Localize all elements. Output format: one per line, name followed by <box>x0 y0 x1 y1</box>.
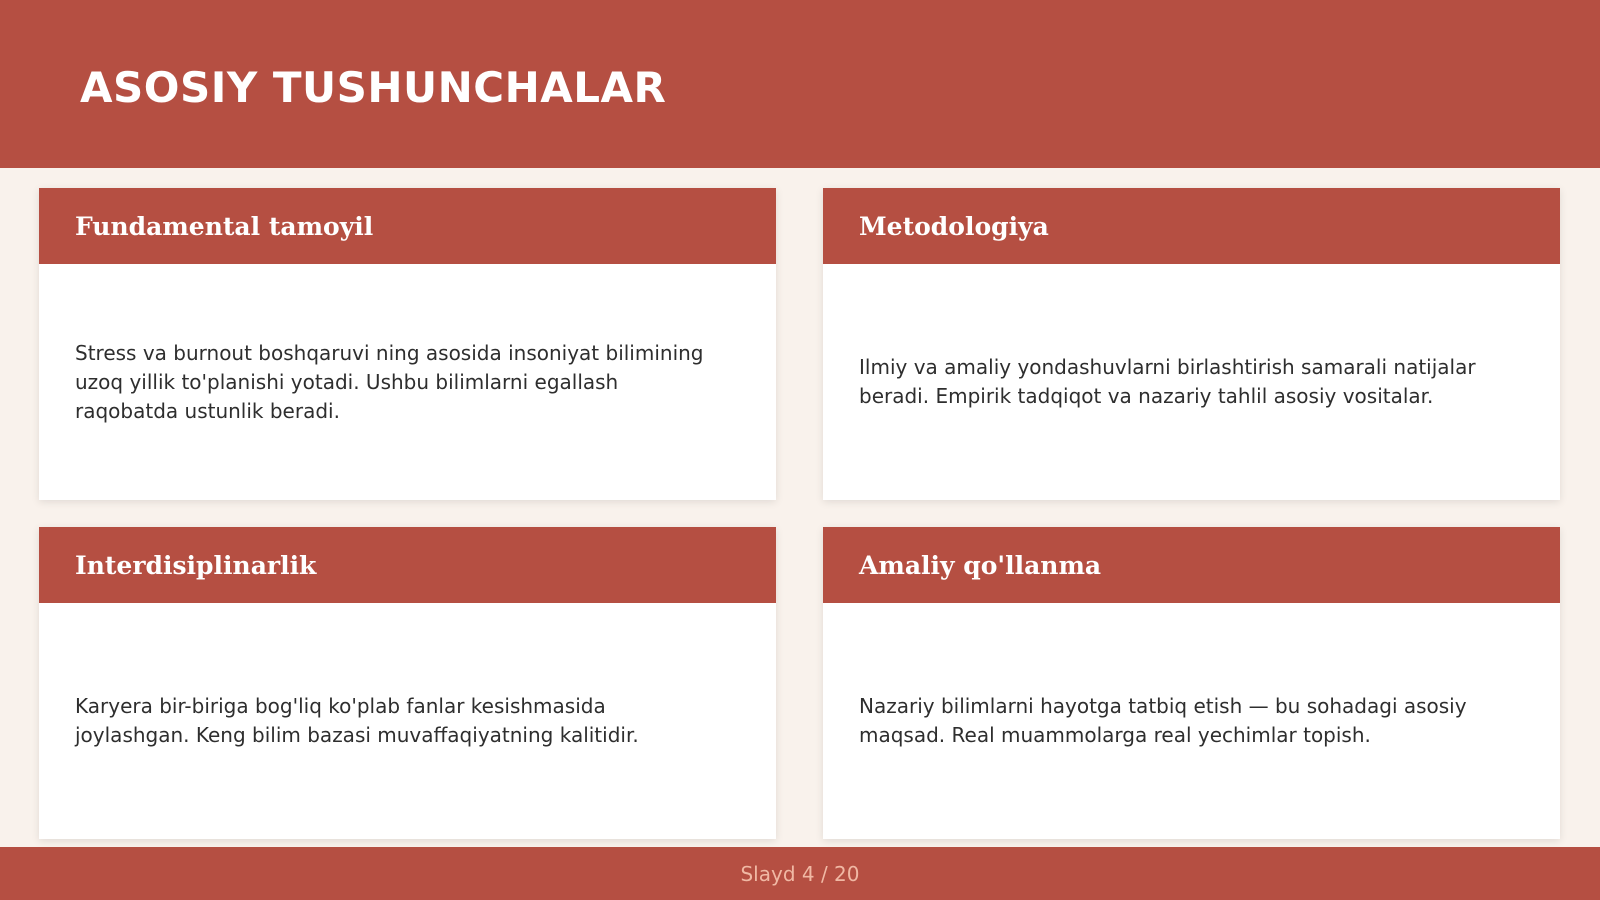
concept-card-practical <box>823 527 1560 839</box>
card-title: Fundamental tamoyil <box>75 211 374 241</box>
card-body <box>823 264 1560 500</box>
concept-card-interdisciplinary <box>39 527 776 839</box>
card-text: Ilmiy va amaliy yondashuvlarni birlashtirish samarali natijalar beradi. Empirik tadqiqot va nazariy tahlil asosiy vositalar. <box>859 355 1476 408</box>
slide-footer <box>0 847 1600 900</box>
card-title: Amaliy qo'llanma <box>859 550 1102 580</box>
card-title: Metodologiya <box>859 211 1049 241</box>
card-text: Nazariy bilimlarni hayotga tatbiq etish — bu sohadagi asosiy maqsad. Real muammolarga real yechimlar topish. <box>859 694 1467 747</box>
concept-card-methodology <box>823 188 1560 500</box>
card-header <box>823 527 1560 603</box>
card-body <box>39 264 776 500</box>
slide-header <box>0 0 1600 168</box>
slide-title: ASOSIY TUSHUNCHALAR <box>80 63 667 112</box>
card-body <box>39 603 776 839</box>
concept-card-fundamental <box>39 188 776 500</box>
card-header <box>39 188 776 264</box>
card-text: Karyera bir-biriga bog'liq ko'plab fanlar kesishmasida joylashgan. Keng bilim bazasi muvaffaqiyatning kalitidir. <box>75 694 639 747</box>
slide-counter: Slayd 4 / 20 <box>740 861 860 886</box>
card-text: Stress va burnout boshqaruvi ning asosida insoniyat bilimining uzoq yillik to'planishi yotadi. Ushbu bilimlarni egallash raqobatda ustunlik beradi. <box>75 340 704 423</box>
card-header <box>823 188 1560 264</box>
card-title: Interdisiplinarlik <box>75 550 317 580</box>
card-body <box>823 603 1560 839</box>
card-header <box>39 527 776 603</box>
